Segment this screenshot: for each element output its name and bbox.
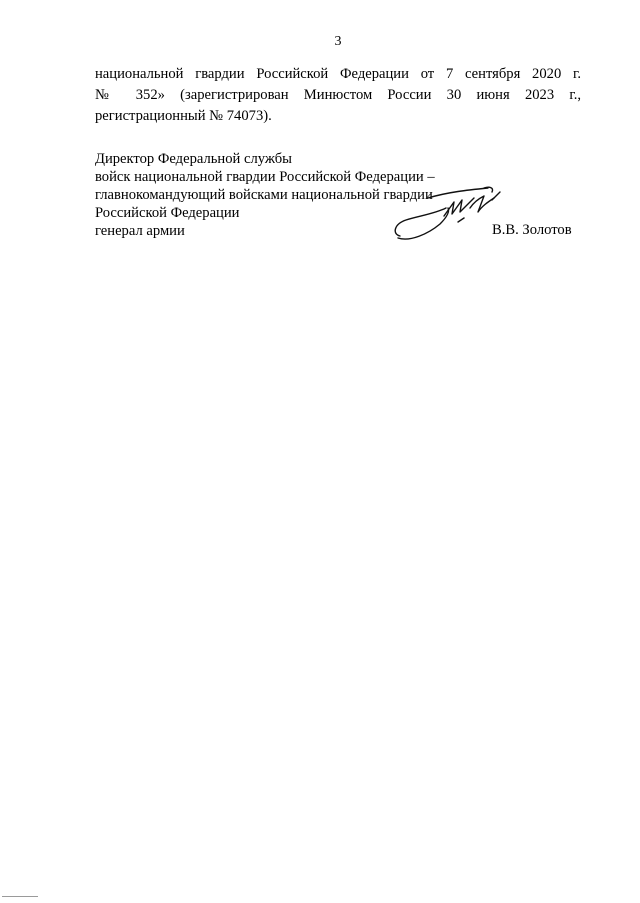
body-line: национальной гвардии Российской Федерации от 7 сентября 2020 г. — [95, 66, 581, 82]
signer-title-line: войск национальной гвардии Российской Федерации – — [95, 169, 435, 185]
body-paragraph — [95, 64, 581, 127]
handwritten-signature — [388, 178, 508, 248]
body-line: регистрационный № 74073). — [95, 108, 272, 124]
signer-title-line: главнокомандующий войсками национальной гвардии — [95, 187, 433, 203]
scan-edge-mark — [2, 896, 38, 897]
body-line: № 352» (зарегистрирован Минюстом России 30 июня 2023 г., — [95, 87, 581, 103]
signer-name: В.В. Золотов — [492, 222, 572, 238]
signer-title-line: генерал армии — [95, 223, 185, 239]
signer-title-line: Директор Федеральной службы — [95, 151, 292, 167]
signer-title-line: Российской Федерации — [95, 205, 240, 221]
page-number: 3 — [334, 34, 342, 49]
